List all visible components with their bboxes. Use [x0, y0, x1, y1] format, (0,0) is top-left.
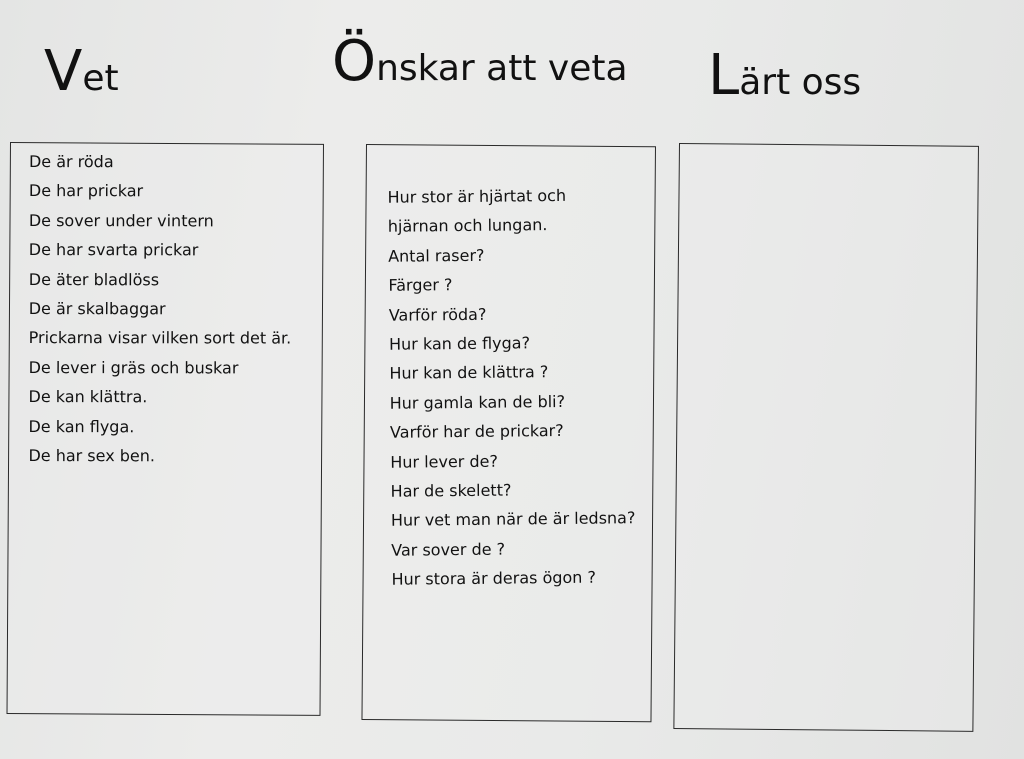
list-item: De har prickar — [28, 181, 144, 201]
list-item: Hur gamla kan de bli? — [389, 391, 566, 413]
list-item: De äter bladlöss — [28, 269, 160, 289]
heading-onskar — [332, 29, 628, 94]
column-vet — [7, 142, 324, 716]
list-item: De kan klättra. — [28, 387, 148, 407]
list-item: Hur kan de flyga? — [388, 333, 531, 354]
list-item: Var sover de ? — [391, 539, 506, 560]
list-item: Hur vet man när de är ledsna? — [390, 508, 636, 531]
list-item: De har sex ben. — [28, 446, 156, 466]
list-item: Har de skelett? — [390, 480, 512, 501]
list-item: De kan flyga. — [28, 416, 135, 436]
list-item: Hur lever de? — [390, 451, 498, 472]
list-item: Färger ? — [388, 275, 453, 296]
list-item: Hur kan de klättra ? — [389, 362, 549, 384]
list-item: Prickarna visar vilken sort det är. — [28, 328, 292, 348]
column-onskar — [361, 144, 656, 722]
list-item: De lever i gräs och buskar — [28, 357, 239, 378]
list-item: hjärnan och lungan. — [387, 215, 548, 237]
heading-onskar-initial: Ö — [332, 29, 377, 94]
list-item: Hur stora är deras ögon ? — [391, 567, 597, 590]
heading-vet-initial: V — [44, 39, 83, 104]
heading-lart — [708, 43, 862, 108]
list-item: De är röda — [28, 152, 114, 172]
onskar-list — [367, 142, 660, 595]
list-item: Antal raser? — [388, 245, 485, 266]
list-item: De är skalbaggar — [28, 299, 166, 319]
heading-onskar-rest: nskar att veta — [376, 48, 628, 89]
list-item: De har svarta prickar — [28, 240, 199, 260]
list-item: Varför röda? — [388, 304, 487, 325]
heading-lart-initial: L — [708, 43, 740, 108]
vet-list — [10, 143, 323, 471]
list-item: Hur stor är hjärtat och — [387, 185, 567, 207]
column-lart — [673, 143, 979, 732]
heading-vet — [44, 39, 119, 104]
list-item: De sover under vintern — [28, 210, 214, 231]
list-item: Varför har de prickar? — [389, 421, 564, 443]
heading-lart-rest: ärt oss — [739, 62, 862, 103]
heading-vet-rest: et — [82, 58, 119, 99]
